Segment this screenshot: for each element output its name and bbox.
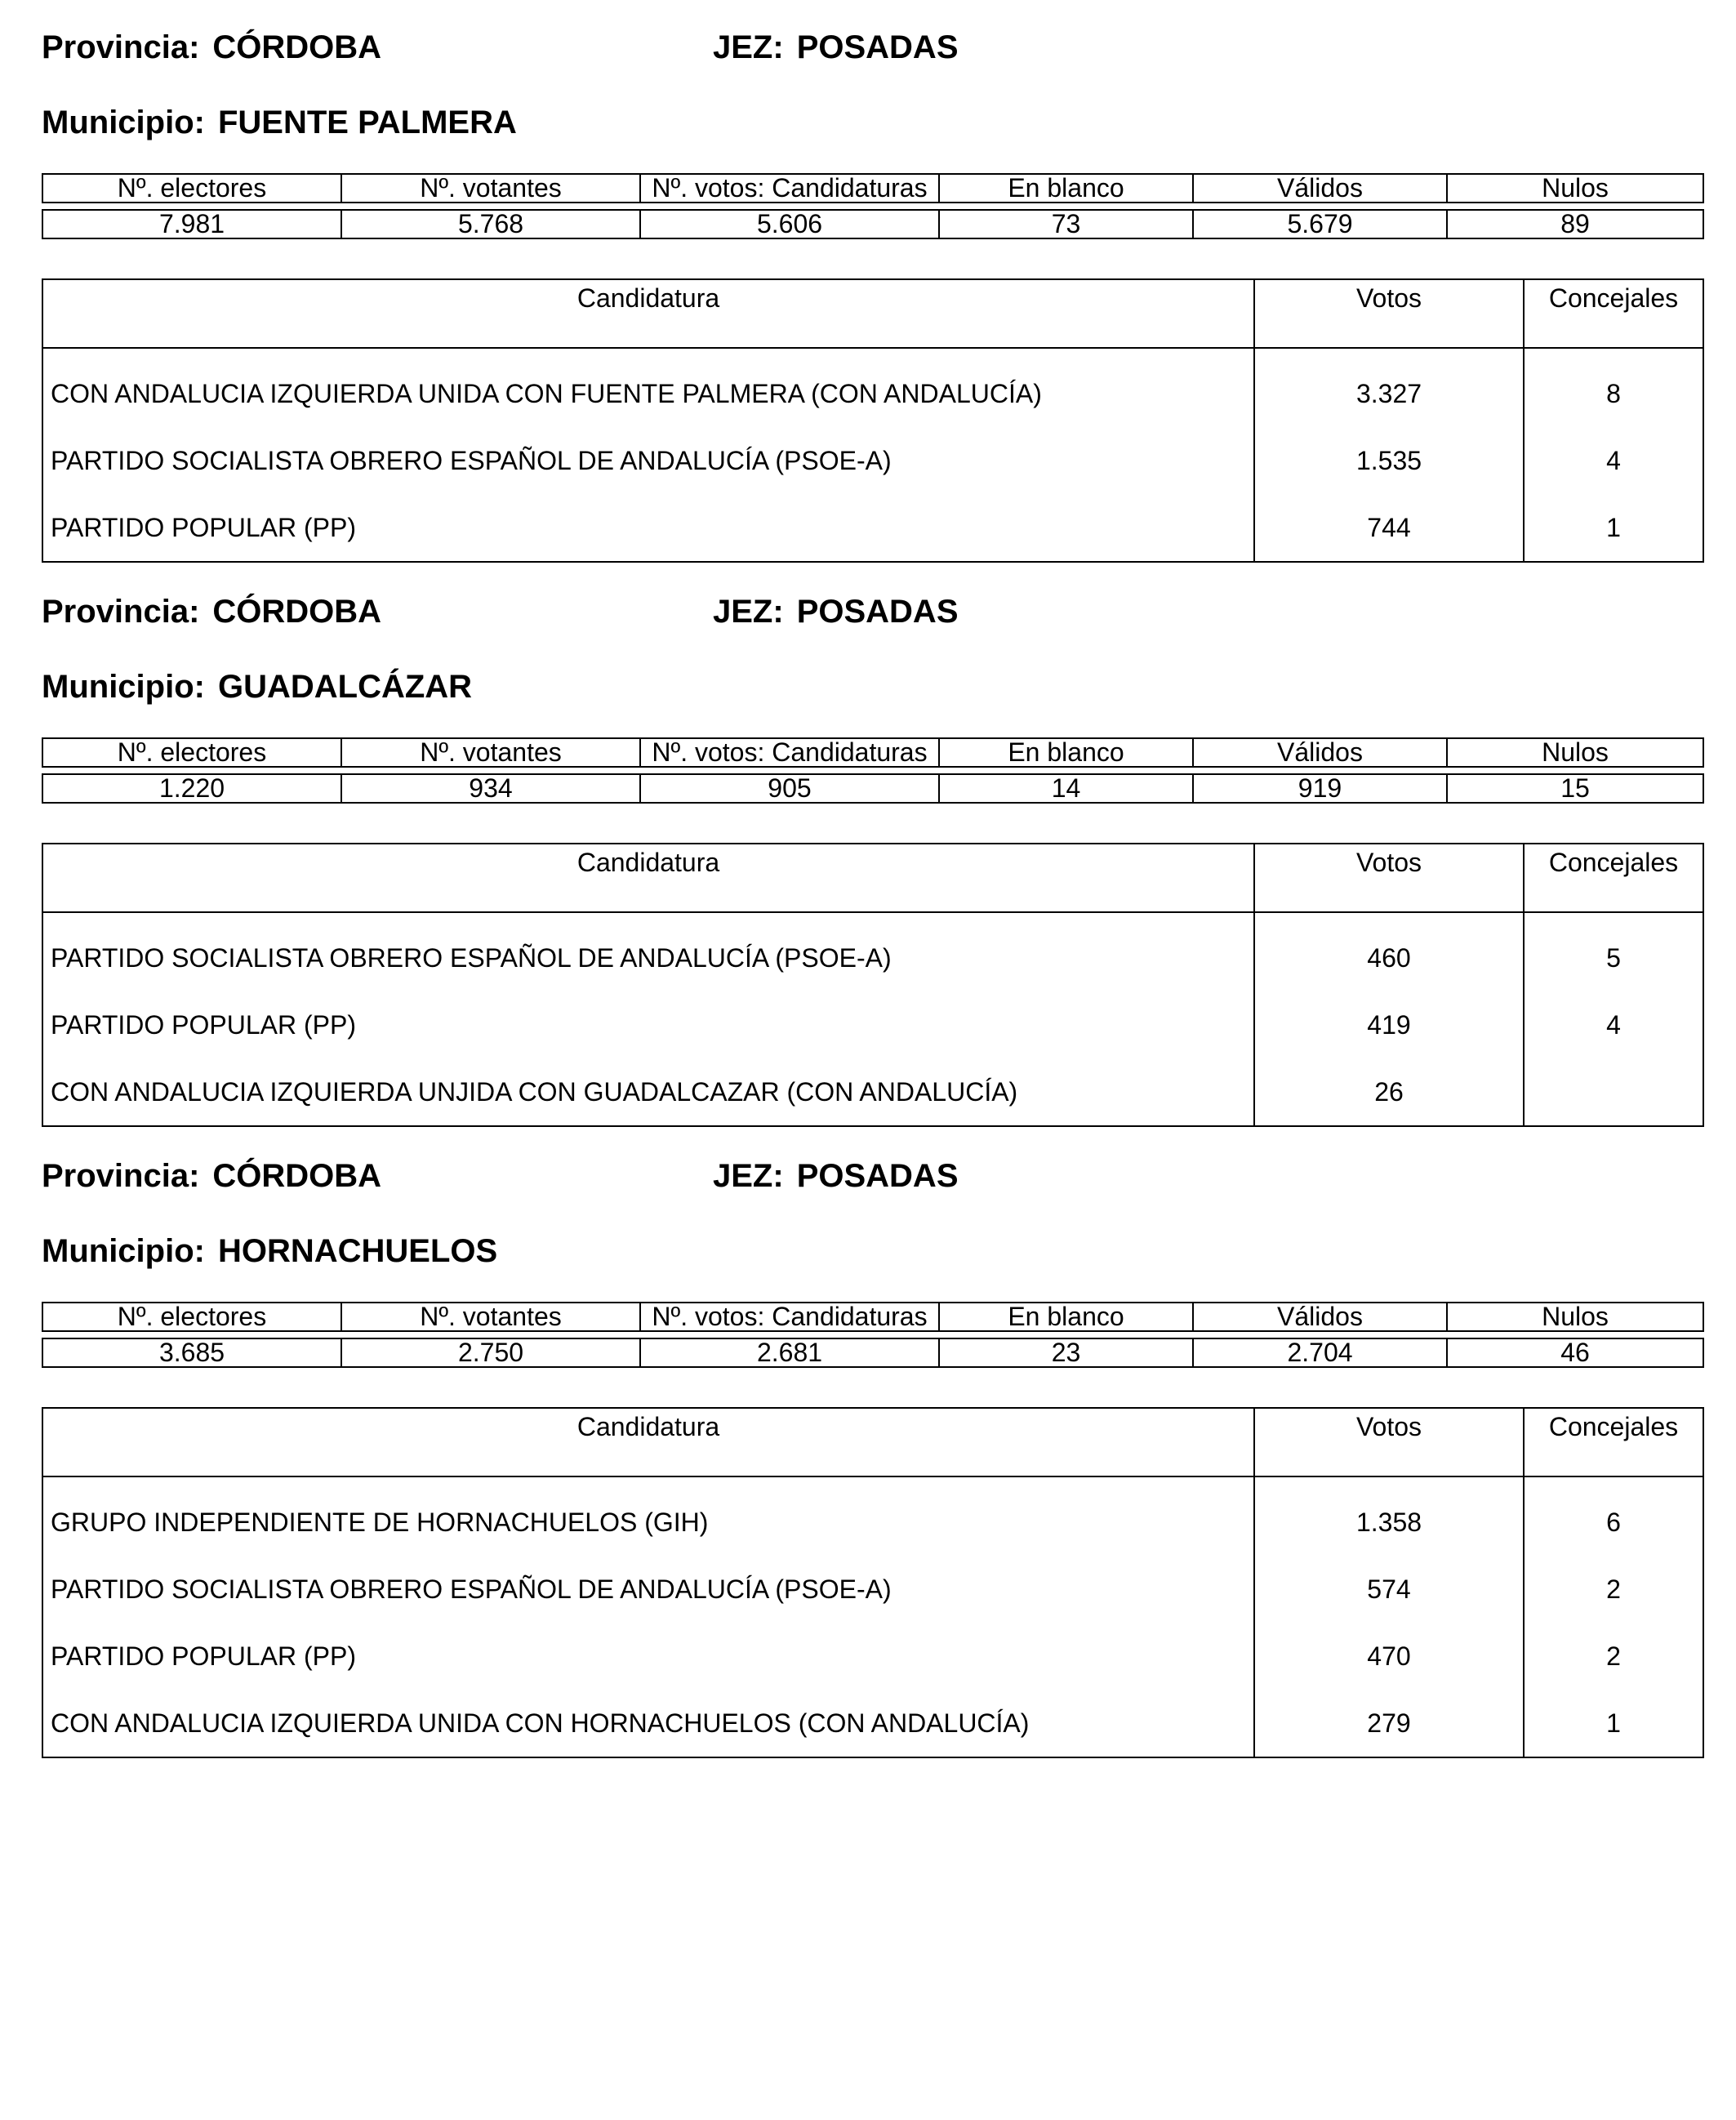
concejales-cell — [1524, 1058, 1703, 1126]
stats-value: 73 — [939, 210, 1193, 238]
candidatura-header: Candidatura — [42, 1408, 1254, 1476]
stats-value: 15 — [1447, 774, 1703, 803]
stats-value: 934 — [341, 774, 640, 803]
votos-cell: 279 — [1254, 1690, 1524, 1757]
table-row — [42, 494, 1703, 562]
table-row — [42, 912, 1703, 991]
results-table — [42, 1407, 1704, 1758]
concejales-cell: 4 — [1524, 991, 1703, 1058]
stats-header: Válidos — [1193, 174, 1447, 203]
table-row — [42, 991, 1703, 1058]
concejales-cell: 2 — [1524, 1556, 1703, 1623]
stats-value: 14 — [939, 774, 1193, 803]
jez-heading: JEZ: POSADAS — [713, 29, 959, 65]
candidatura-cell: GRUPO INDEPENDIENTE DE HORNACHUELOS (GIH) — [51, 1507, 709, 1537]
votos-cell: 460 — [1254, 912, 1524, 991]
stats-table — [42, 737, 1704, 804]
table-row — [42, 1476, 1703, 1556]
stats-header: Válidos — [1193, 1303, 1447, 1331]
stats-header: En blanco — [939, 738, 1193, 767]
candidatura-cell: CON ANDALUCIA IZQUIERDA UNJIDA CON GUADALCAZAR (CON ANDALUCÍA) — [51, 1076, 1018, 1107]
votos-header: Votos — [1254, 1408, 1524, 1476]
votos-cell: 574 — [1254, 1556, 1524, 1623]
concejales-header: Concejales — [1524, 844, 1703, 912]
candidatura-cell: CON ANDALUCIA IZQUIERDA UNIDA CON FUENTE PALMERA (CON ANDALUCÍA) — [51, 378, 1042, 408]
results-table — [42, 278, 1704, 563]
stats-value: 2.704 — [1193, 1338, 1447, 1367]
concejales-header: Concejales — [1524, 279, 1703, 348]
stats-value: 46 — [1447, 1338, 1703, 1367]
jez-value: POSADAS — [796, 1158, 959, 1194]
candidatura-cell: PARTIDO POPULAR (PP) — [51, 1641, 356, 1671]
stats-value: 5.768 — [341, 210, 640, 238]
stats-header: Nº. votos: Candidaturas — [640, 174, 939, 203]
candidatura-cell: CON ANDALUCIA IZQUIERDA UNIDA CON HORNACHUELOS (CON ANDALUCÍA) — [51, 1708, 1030, 1738]
provincia-heading: Provincia: CÓRDOBA — [42, 1158, 382, 1194]
candidatura-cell: PARTIDO SOCIALISTA OBRERO ESPAÑOL DE ANDALUCÍA (PSOE-A) — [51, 445, 892, 475]
votos-cell: 470 — [1254, 1623, 1524, 1690]
concejales-cell: 6 — [1524, 1476, 1703, 1556]
stats-header: Nulos — [1447, 174, 1703, 203]
concejales-header: Concejales — [1524, 1408, 1703, 1476]
votos-cell: 1.358 — [1254, 1476, 1524, 1556]
table-row — [42, 427, 1703, 494]
votos-cell: 26 — [1254, 1058, 1524, 1126]
votos-cell: 419 — [1254, 991, 1524, 1058]
stats-header-row — [42, 174, 1703, 203]
provincia-heading: Provincia: CÓRDOBA — [42, 594, 382, 630]
stats-table — [42, 1302, 1704, 1368]
stats-value-row — [42, 210, 1703, 238]
stats-header: Nº. electores — [42, 738, 341, 767]
concejales-cell: 5 — [1524, 912, 1703, 991]
stats-value: 5.679 — [1193, 210, 1447, 238]
stats-value: 2.750 — [341, 1338, 640, 1367]
stats-value: 1.220 — [42, 774, 341, 803]
results-table — [42, 843, 1704, 1127]
stats-value-row — [42, 1338, 1703, 1367]
stats-header: Nº. votantes — [341, 738, 640, 767]
stats-header: En blanco — [939, 1303, 1193, 1331]
stats-header: Nulos — [1447, 1303, 1703, 1331]
jez-value: POSADAS — [796, 594, 959, 630]
stats-value: 23 — [939, 1338, 1193, 1367]
votos-cell: 3.327 — [1254, 348, 1524, 427]
results-header-row — [42, 1408, 1703, 1476]
concejales-cell: 2 — [1524, 1623, 1703, 1690]
stats-value: 5.606 — [640, 210, 939, 238]
table-row — [42, 1556, 1703, 1623]
municipio-value: GUADALCÁZAR — [217, 669, 473, 705]
stats-header: Nº. votos: Candidaturas — [640, 738, 939, 767]
municipio-value: FUENTE PALMERA — [217, 105, 517, 140]
provincia-heading: Provincia: CÓRDOBA — [42, 29, 382, 65]
table-row — [42, 348, 1703, 427]
municipio-heading: Municipio: FUENTE PALMERA — [42, 105, 517, 140]
provincia-value: CÓRDOBA — [212, 1158, 382, 1194]
table-row — [42, 1690, 1703, 1757]
stats-header: En blanco — [939, 174, 1193, 203]
votos-header: Votos — [1254, 279, 1524, 348]
candidatura-header: Candidatura — [42, 279, 1254, 348]
table-row — [42, 1623, 1703, 1690]
municipio-value: HORNACHUELOS — [217, 1233, 498, 1269]
stats-header: Nº. votantes — [341, 1303, 640, 1331]
stats-header-row — [42, 738, 1703, 767]
results-header-row — [42, 844, 1703, 912]
jez-heading: JEZ: POSADAS — [713, 1158, 959, 1194]
candidatura-cell: PARTIDO POPULAR (PP) — [51, 1009, 356, 1040]
stats-table — [42, 173, 1704, 239]
provincia-value: CÓRDOBA — [212, 29, 382, 65]
concejales-cell: 8 — [1524, 348, 1703, 427]
stats-header: Nº. votantes — [341, 174, 640, 203]
stats-value-row — [42, 774, 1703, 803]
table-row — [42, 1058, 1703, 1126]
votos-cell: 744 — [1254, 494, 1524, 562]
stats-header: Válidos — [1193, 738, 1447, 767]
stats-header-row — [42, 1303, 1703, 1331]
concejales-cell: 4 — [1524, 427, 1703, 494]
stats-value: 89 — [1447, 210, 1703, 238]
stats-header: Nulos — [1447, 738, 1703, 767]
stats-value: 2.681 — [640, 1338, 939, 1367]
candidatura-cell: PARTIDO SOCIALISTA OBRERO ESPAÑOL DE ANDALUCÍA (PSOE-A) — [51, 1574, 892, 1604]
stats-header: Nº. electores — [42, 174, 341, 203]
municipio-heading: Municipio: GUADALCÁZAR — [42, 669, 473, 705]
stats-header: Nº. votos: Candidaturas — [640, 1303, 939, 1331]
concejales-cell: 1 — [1524, 1690, 1703, 1757]
stats-header: Nº. electores — [42, 1303, 341, 1331]
votos-header: Votos — [1254, 844, 1524, 912]
stats-value: 7.981 — [42, 210, 341, 238]
candidatura-header: Candidatura — [42, 844, 1254, 912]
municipio-heading: Municipio: HORNACHUELOS — [42, 1233, 498, 1269]
jez-heading: JEZ: POSADAS — [713, 594, 959, 630]
jez-value: POSADAS — [796, 29, 959, 65]
results-header-row — [42, 279, 1703, 348]
candidatura-cell: PARTIDO SOCIALISTA OBRERO ESPAÑOL DE ANDALUCÍA (PSOE-A) — [51, 942, 892, 973]
stats-value: 919 — [1193, 774, 1447, 803]
votos-cell: 1.535 — [1254, 427, 1524, 494]
candidatura-cell: PARTIDO POPULAR (PP) — [51, 512, 356, 542]
stats-value: 905 — [640, 774, 939, 803]
provincia-value: CÓRDOBA — [212, 594, 382, 630]
concejales-cell: 1 — [1524, 494, 1703, 562]
stats-value: 3.685 — [42, 1338, 341, 1367]
